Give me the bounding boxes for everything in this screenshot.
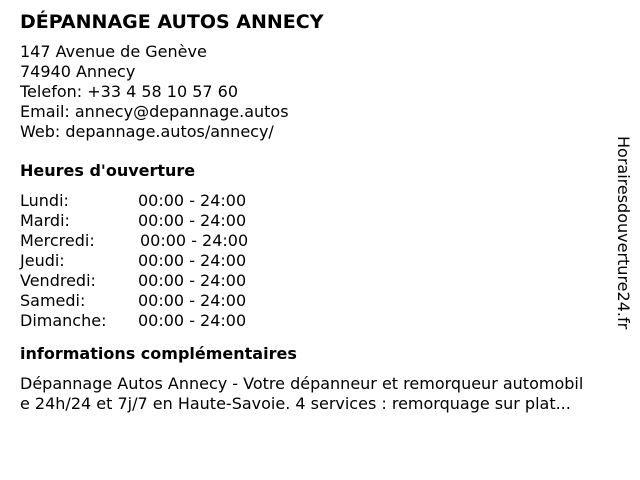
day-label: Mardi: [20,211,70,230]
time-range: 00:00 - 24:00 [138,271,247,290]
email-text: Email: annecy@depannage.autos [20,102,289,121]
hours-row-friday [20,271,630,291]
site-watermark [613,136,633,346]
day-label: Vendredi: [20,271,96,290]
contact-block [20,42,630,142]
business-name: DÉPANNAGE AUTOS ANNECY [20,11,324,33]
website-text: Web: depannage.autos/annecy/ [20,122,274,141]
time-range: 00:00 - 24:00 [138,191,247,210]
watermark-text: Horairesdouverture24.fr [614,136,633,330]
business-card [20,8,630,478]
time-range: 00:00 - 24:00 [138,211,247,230]
hours-row-saturday [20,291,630,311]
day-label: Samedi: [20,291,86,310]
time-range: 00:00 - 24:00 [138,291,247,310]
day-label: Mercredi: [20,231,95,250]
time-range: 00:00 - 24:00 [140,231,249,250]
info-line: Dépannage Autos Annecy - Votre dépanneur et remorqueur automobil [20,374,584,393]
hours-heading: Heures d'ouverture [20,161,196,180]
address-city: 74940 Annecy [20,62,136,81]
hours-row-thursday [20,251,630,271]
phone-text: Telefon: +33 4 58 10 57 60 [20,82,239,101]
info-heading: informations complémentaires [20,344,297,363]
hours-row-wednesday [20,231,630,251]
hours-row-monday [20,191,630,211]
hours-table [20,191,630,331]
hours-row-sunday [20,311,630,331]
time-range: 00:00 - 24:00 [138,251,247,270]
day-label: Dimanche: [20,311,107,330]
info-description [20,374,630,414]
hours-row-tuesday [20,211,630,231]
info-line: e 24h/24 et 7j/7 en Haute-Savoie. 4 services : remorquage sur plat... [20,394,571,413]
day-label: Lundi: [20,191,69,210]
time-range: 00:00 - 24:00 [138,311,247,330]
day-label: Jeudi: [20,251,65,270]
address-street: 147 Avenue de Genève [20,42,207,61]
